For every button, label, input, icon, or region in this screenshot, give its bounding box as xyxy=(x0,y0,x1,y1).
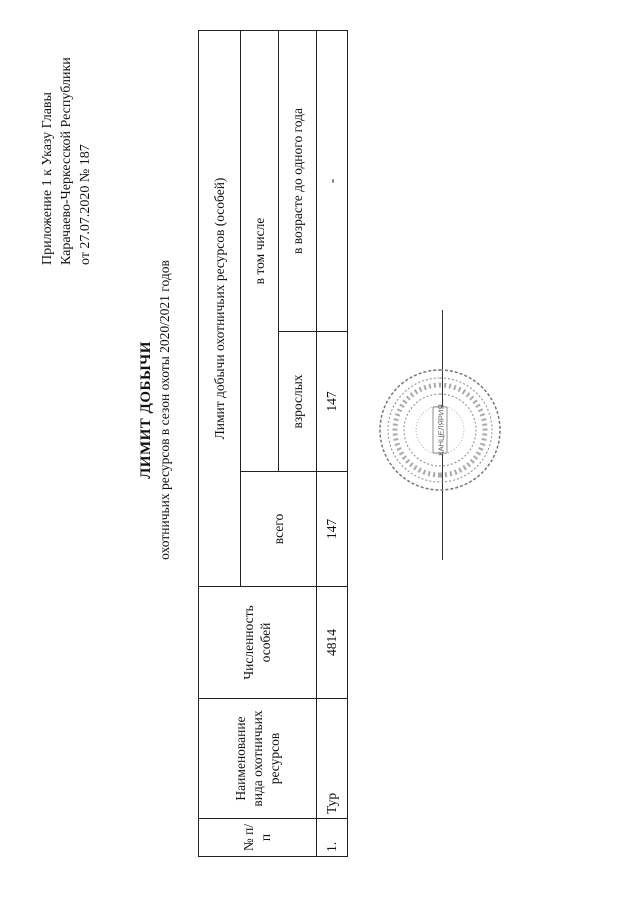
cell-adults: 147 xyxy=(316,332,348,472)
cell-name: Тур xyxy=(316,699,348,819)
header-name: Наименование вида охотничьих ресурсов xyxy=(199,699,317,819)
annex-reference xyxy=(38,15,95,265)
header-population: Численность особей xyxy=(199,587,317,699)
official-seal-icon xyxy=(375,365,505,495)
seal-text: КАНЦЕЛЯРИЯ xyxy=(436,404,446,456)
table-row xyxy=(316,30,348,856)
header-total: всего xyxy=(240,472,316,587)
cell-num: 1. xyxy=(316,819,348,857)
header-including: в том числе xyxy=(240,30,278,471)
annex-line-3: от 27.07.2020 № 187 xyxy=(78,144,93,265)
header-limit-group: Лимит добычи охотничьих ресурсов (особей) xyxy=(199,30,241,586)
document-title: ЛИМИТ ДОБЫЧИ xyxy=(138,341,154,479)
cell-under-one: - xyxy=(316,30,348,331)
annex-line-2: Карачаево-Черкесской Республики xyxy=(59,57,74,265)
annex-line-1: Приложение 1 к Указу Главы xyxy=(40,92,55,265)
header-num: № п/п xyxy=(199,819,317,857)
cell-population: 4814 xyxy=(316,587,348,699)
cell-total: 147 xyxy=(316,472,348,587)
header-adults: взрослых xyxy=(278,332,316,472)
document-subtitle: охотничьих ресурсов в сезон охоты 2020/2021 годов xyxy=(157,260,172,560)
limit-table xyxy=(198,30,348,857)
header-under-one: в возрасте до одного года xyxy=(278,30,316,331)
